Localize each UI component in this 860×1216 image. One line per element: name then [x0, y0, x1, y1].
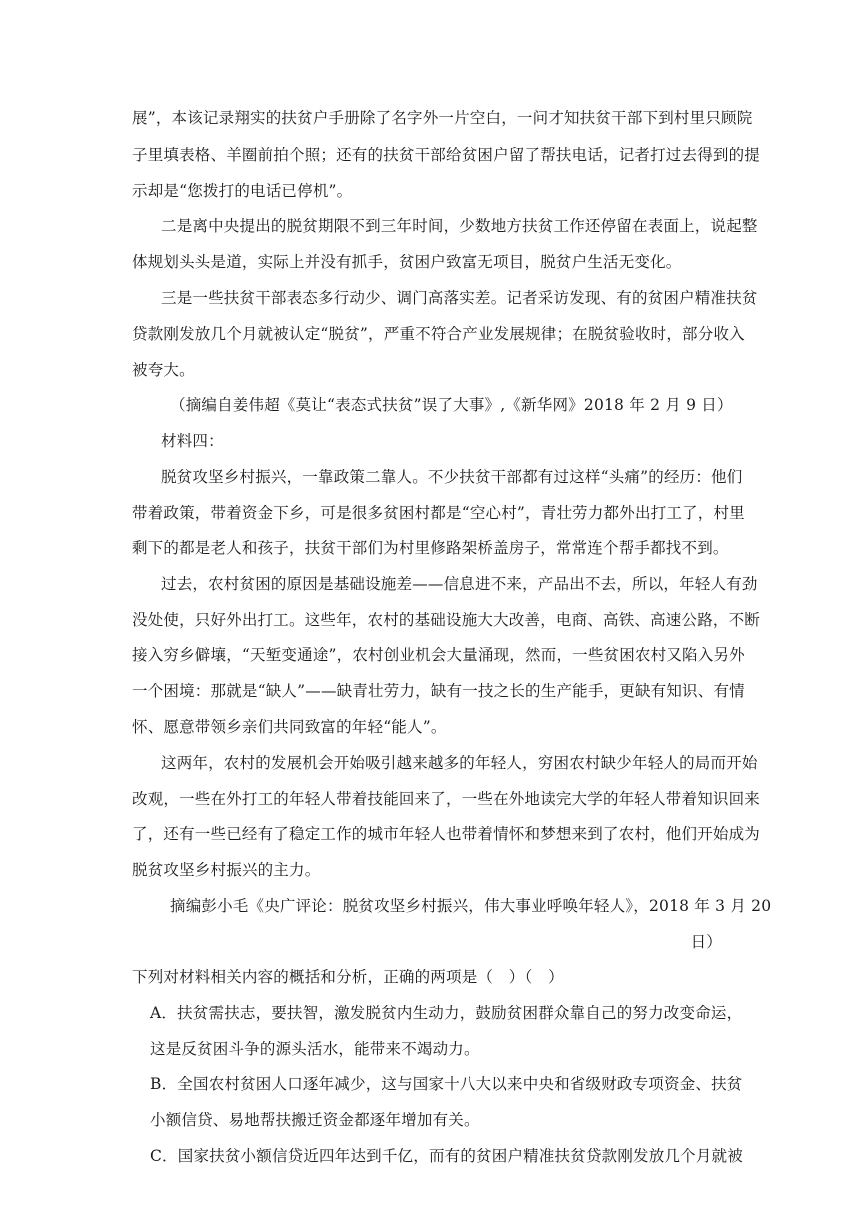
paragraph-line: 接入穷乡僻壤，“天堑变通途”，农村创业机会大量涌现，然而，一些贫困农村又陷入另外 [132, 646, 745, 664]
paragraph-line: 剩下的都是老人和孩子，扶贫干部们为村里修路架桥盖房子，常常连个帮手都找不到。 [132, 539, 729, 557]
source-citation-end: 日） [690, 933, 722, 951]
paragraph-line: 示却是“您拨打的电话已停机”。 [132, 182, 353, 200]
paragraph-line: 过去，农村贫困的原因是基础设施差——信息进不来，产品出不去，所以，年轻人有劲 [161, 575, 758, 593]
source-citation: （摘编自姜伟超《莫让“表态式扶贫”误了大事》,《新华网》2018 年 2 月 9 日） [170, 396, 733, 414]
paragraph-line: 贷款刚发放几个月就被认定“脱贫”，严重不符合产业发展规律；在脱贫验收时，部分收入 [132, 325, 745, 343]
paragraph-line: 一个困境：那就是“缺人”——缺青壮劳力，缺有一技之长的生产能手，更缺有知识、有情 [132, 682, 745, 700]
paragraph-line: 改观，一些在外打工的年轻人带着技能回来了，一些在外地读完大学的年轻人带着知识回来 [132, 790, 761, 808]
paragraph-line: 带着政策，带着资金下乡，可是很多贫困村都是“空心村”，青壮劳力都外出打工了，村里 [132, 504, 745, 522]
option-a-continued: 这是反贫困斗争的源头活水，能带来不竭动力。 [150, 1040, 480, 1058]
option-b-continued: 小额信贷、易地帮扶搬迁资金都逐年增加有关。 [150, 1111, 480, 1129]
paragraph-line: 脱贫攻坚乡村振兴的主力。 [132, 861, 321, 879]
section-heading: 材料四： [161, 432, 224, 450]
option-a: A．扶贫需扶志，要扶智，激发脱贫内生动力，鼓励贫困群众靠自己的努力改变命运， [150, 1004, 743, 1022]
paragraph-line: 这两年，农村的发展机会开始吸引越来越多的年轻人，穷困农村缺少年轻人的局而开始 [161, 754, 758, 772]
option-c: C．国家扶贫小额信贷近四年达到千亿，而有的贫困户精准扶贫贷款刚发放几个月就被 [150, 1147, 743, 1165]
paragraph-line: 二是离中央提出的脱贫期限不到三年时间，少数地方扶贫工作还停留在表面上，说起整 [161, 217, 758, 235]
paragraph-line: 展”，本该记录翔实的扶贫户手册除了名字外一片空白，一问才知扶贫干部下到村里只顾院 [132, 109, 753, 127]
paragraph-line: 怀、愿意带领乡亲们共同致富的年轻“能人”。 [132, 718, 447, 736]
question-stem: 下列对材料相关内容的概括和分析，正确的两项是（ ）（ ） [132, 968, 564, 986]
paragraph-line: 体规划头头是道，实际上并没有抓手，贫困户致富无项目，脱贫户生活无变化。 [132, 253, 682, 271]
paragraph-line: 脱贫攻坚乡村振兴，一靠政策二靠人。不少扶贫干部都有过这样“头痛”的经历：他们 [161, 468, 743, 486]
source-citation: 摘编彭小毛《央广评论：脱贫攻坚乡村振兴，伟大事业呼唤年轻人》，2018 年 3 月 20 [170, 897, 772, 915]
paragraph-line: 三是一些扶贫干部表态多行动少、调门高落实差。记者采访发现、有的贫困户精准扶贫 [161, 289, 758, 307]
option-b: B．全国农村贫困人口逐年减少，这与国家十八大以来中央和省级财政专项资金、扶贫 [150, 1075, 743, 1093]
paragraph-line: 了，还有一些已经有了稳定工作的城市年轻人也带着情怀和梦想来到了农村，他们开始成为 [132, 825, 761, 843]
paragraph-line: 子里填表格、羊圈前拍个照；还有的扶贫干部给贫困户留了帮扶电话，记者打过去得到的提 [132, 146, 761, 164]
paragraph-line: 被夸大。 [132, 361, 195, 379]
paragraph-line: 没处使，只好外出打工。这些年，农村的基础设施大大改善，电商、高铁、高速公路，不断 [132, 611, 761, 629]
